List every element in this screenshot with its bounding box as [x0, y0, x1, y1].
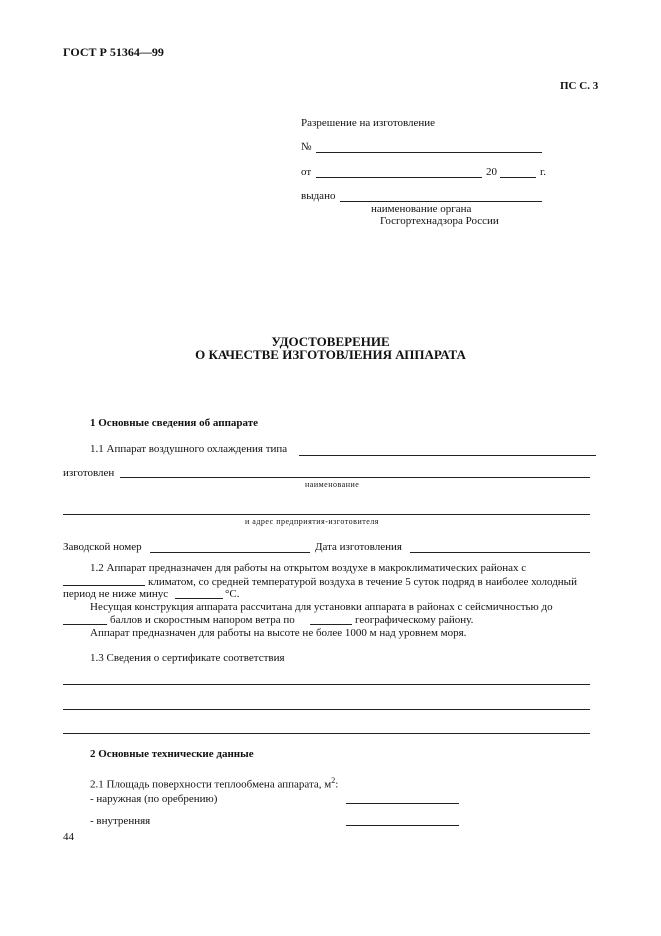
- permit-year-label: 20: [486, 166, 497, 178]
- permit-title: Разрешение на изготовление: [301, 117, 436, 129]
- permit-year-suffix: г.: [540, 166, 547, 178]
- item-2-1-end: :: [335, 778, 339, 791]
- manufacturer-name-field[interactable]: [120, 477, 590, 478]
- item-1-2-line1: 1.2 Аппарат предназначен для работы на открытом воздухе в макроклиматических районах с: [90, 562, 527, 574]
- permit-year-field[interactable]: [500, 177, 536, 178]
- authority-caption-line2: Госгортехнадзора России: [380, 215, 499, 227]
- altitude-note: Аппарат предназначен для работы на высоте не более 1000 м над уровнем моря.: [90, 627, 467, 639]
- permit-issued-label: выдано: [301, 190, 336, 202]
- item-1-3-label: 1.3 Сведения о сертификате соответствия: [90, 652, 285, 664]
- manufacture-date-label: Дата изготовления: [315, 541, 402, 553]
- page-number: 44: [63, 831, 74, 843]
- serial-number-label: Заводской номер: [63, 541, 142, 553]
- seismic-line1: Несущая конструкция аппарата рассчитана для установки аппарата в районах с сейсмичностью до: [90, 601, 553, 613]
- certificate-info-line3[interactable]: [63, 733, 590, 734]
- permit-number-label: №: [301, 141, 312, 153]
- section1-heading: 1 Основные сведения об аппарате: [90, 417, 259, 429]
- item-1-2-line3a: период не ниже минус: [63, 588, 169, 600]
- permit-date-field[interactable]: [316, 177, 482, 178]
- certificate-info-line1[interactable]: [63, 684, 590, 685]
- manufactured-label: изготовлен: [63, 467, 115, 479]
- certificate-title-line2: О КАЧЕСТВЕ ИЗГОТОВЛЕНИЯ АППАРАТА: [195, 347, 466, 362]
- manufacture-date-field[interactable]: [410, 552, 590, 553]
- climate-field[interactable]: [63, 585, 145, 586]
- outer-surface-label: - наружная (по оребрению): [90, 793, 218, 805]
- permit-issued-field[interactable]: [340, 201, 542, 202]
- authority-caption-line1: наименование органа: [371, 203, 472, 215]
- apparatus-type-field[interactable]: [299, 455, 596, 456]
- section2-heading: 2 Основные технические данные: [90, 748, 254, 760]
- inner-surface-field[interactable]: [346, 825, 459, 826]
- seismic-line2a: баллов и скоростным напором ветра по: [110, 614, 295, 626]
- item-1-2-line3b: °С.: [225, 588, 240, 600]
- permit-number-field[interactable]: [316, 152, 542, 153]
- min-temperature-field[interactable]: [175, 598, 223, 599]
- page-reference: ПС С. 3: [560, 80, 599, 92]
- item-2-1-text: 2.1 Площадь поверхности теплообмена аппарата, м: [90, 778, 332, 791]
- certificate-info-line2[interactable]: [63, 709, 590, 710]
- item-2-1-label: [90, 774, 338, 792]
- inner-surface-label: - внутренняя: [90, 815, 151, 827]
- wind-region-field[interactable]: [310, 624, 352, 625]
- item-1-2-line2: климатом, со средней температурой воздуха в течение 5 суток подряд в наиболее холодный: [148, 576, 577, 588]
- serial-number-field[interactable]: [150, 552, 310, 553]
- seismic-line2b: географическому району.: [355, 614, 474, 626]
- caption-name: наименование: [305, 480, 360, 489]
- caption-address: и адрес предприятия-изготовителя: [245, 517, 379, 526]
- item-2-1-sup: 2: [331, 776, 336, 785]
- manufacturer-address-field[interactable]: [63, 514, 590, 515]
- certificate-title-line1: УДОСТОВЕРЕНИЕ: [271, 334, 390, 349]
- standard-code: ГОСТ Р 51364—99: [63, 45, 164, 59]
- outer-surface-field[interactable]: [346, 803, 459, 804]
- permit-date-label: от: [301, 166, 312, 178]
- item-1-1-label: 1.1 Аппарат воздушного охлаждения типа: [90, 443, 288, 455]
- seismic-points-field[interactable]: [63, 624, 107, 625]
